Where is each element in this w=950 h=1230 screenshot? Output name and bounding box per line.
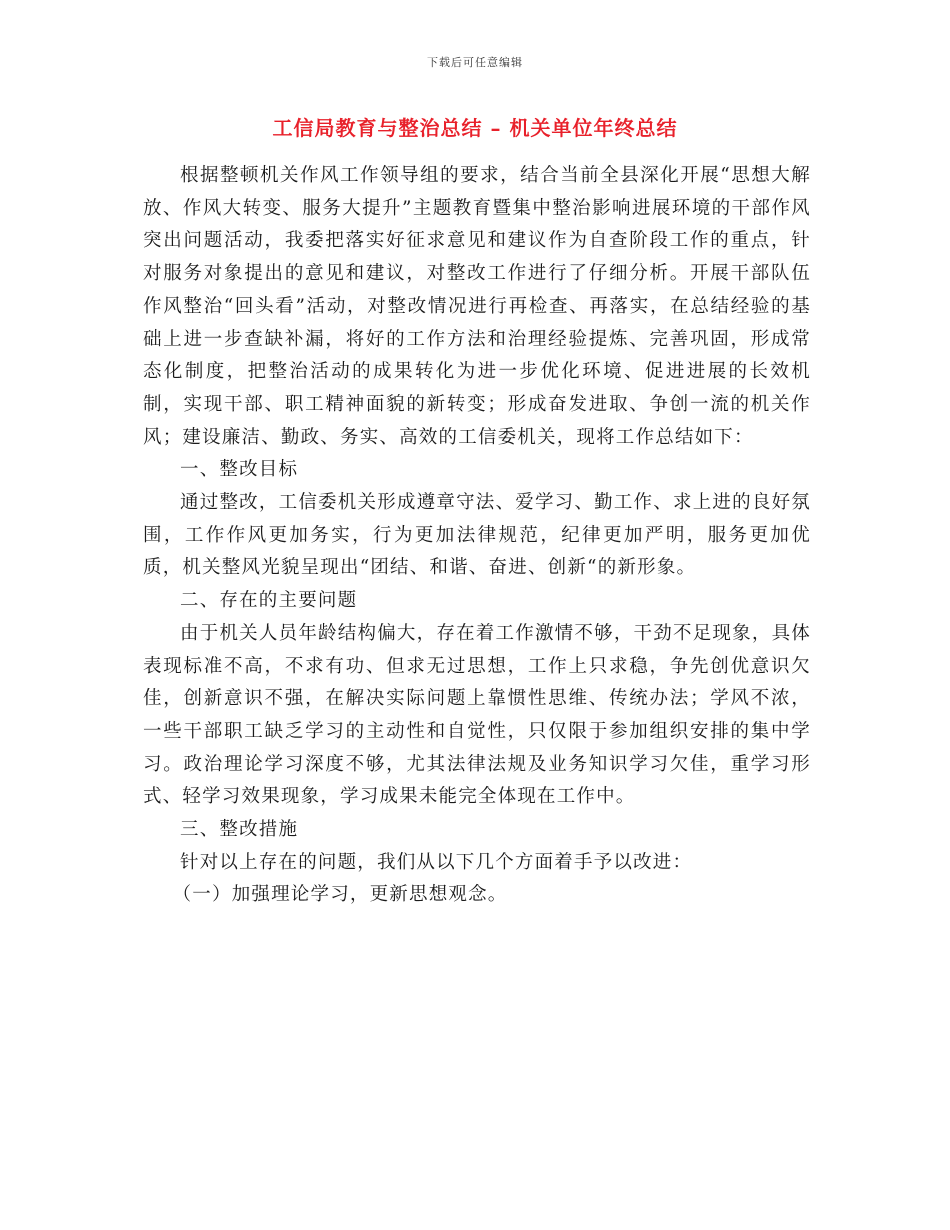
section-2-heading: 二、存在的主要问题 <box>180 590 358 612</box>
section-1-paragraph: 通过整改，工信委机关形成遵章守法、爱学习、勤工作、求上进的良好氛围，工作作风更加务实，行为更加法律规范，纪律更加严明，服务更加优质，机关整风光貌呈现出“团结、和谐、奋进、创新“的新形象。 <box>143 492 811 579</box>
header-note: 下载后可任意编辑 <box>427 56 523 69</box>
section-3-heading: 三、整改措施 <box>180 819 299 841</box>
section-2-paragraph: 由于机关人员年龄结构偏大，存在着工作激情不够，干劲不足现象，具体表现标准不高，不求有功、但求无过思想，工作上只求稳，争先创优意识欠佳，创新意识不强，在解决实际问题上靠惯性思维、传统办法；学风不浓，一些干部职工缺乏学习的主动性和自觉性，只仅限于参加组织安排的集中学习。政治理论学习深度不够，尤其法律法规及业务知识学习欠佳，重学习形式、轻学习效果现象，学习成果未能完全体现在工作中。 <box>143 622 811 808</box>
document-title: 工信局教育与整治总结 – 机关单位年终总结 <box>272 116 678 140</box>
section-1-heading: 一、整改目标 <box>180 459 299 481</box>
intro-paragraph: 根据整顿机关作风工作领导组的要求，结合当前全县深化开展“思想大解放、作风大转变、服务大提升”主题教育暨集中整治影响进展环境的干部作风突出问题活动，我委把落实好征求意见和建议作为自查阶段工作的重点，针对服务对象提出的意见和建议，对整改工作进行了仔细分析。开展干部队伍作风整治“回头看”活动，对整改情况进行再检查、再落实，在总结经验的基础上进一步查缺补漏，将好的工作方法和治理经验提炼、完善巩固，形成常态化制度，把整治活动的成果转化为进一步优化环境、促进进展的长效机制，实现干部、职工精神面貌的新转变；形成奋发进取、争创一流的机关作风；建设廉洁、勤政、务实、高效的工信委机关，现将工作总结如下： <box>143 165 811 448</box>
document-body <box>143 160 811 912</box>
section-3-paragraph: 针对以上存在的问题，我们从以下几个方面着手予以改进： <box>180 851 693 873</box>
section-3-subheading: （一）加强理论学习，更新思想观念。 <box>172 884 508 906</box>
